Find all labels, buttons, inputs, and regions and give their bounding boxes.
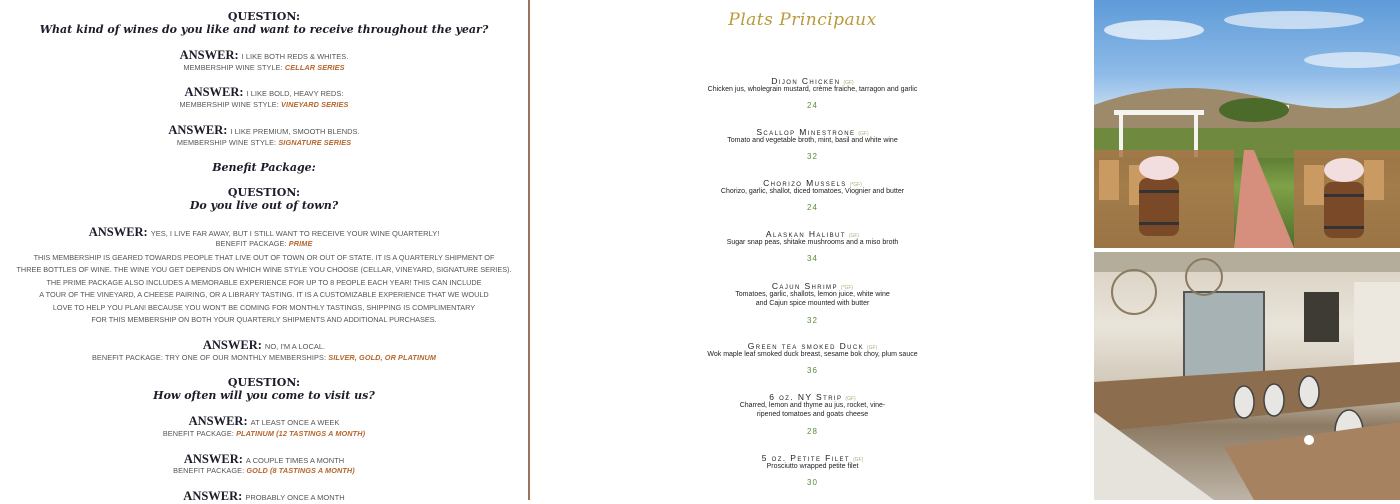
question-label: QUESTION:: [227, 376, 301, 389]
dish-name-text: 5 oz. Petite Filet: [761, 453, 850, 463]
paragraph-line: THIS MEMBERSHIP IS GEARED TOWARDS PEOPLE THAT LIVE OUT OF TOWN OR OUT OF STATE. IT IS A QUARTERLY SHIPMENT OF: [33, 253, 495, 262]
restaurant-interior-photo: [1094, 252, 1400, 500]
benefit-heading: Benefit Package:: [212, 161, 316, 174]
dietary-tag: (*GF): [849, 182, 862, 188]
detail-value: PLATINUM (12 TASTINGS A MONTH): [236, 429, 366, 438]
answer: [0, 225, 528, 240]
detail-value: SILVER, GOLD, OR PLATINUM: [328, 353, 437, 362]
dish-description: ripened tomatoes and goats cheese: [756, 411, 869, 418]
dish-price: 32: [807, 152, 818, 161]
question-label: QUESTION:: [227, 186, 301, 199]
dish-description: Sugar snap peas, shitake mushrooms and a miso broth: [726, 239, 899, 246]
dish-description: Tomato and vegetable broth, mint, basil and white wine: [727, 137, 898, 144]
menu-title: Plats Principaux: [728, 10, 877, 30]
dish-price: 34: [807, 254, 818, 263]
dish-price: 36: [807, 366, 818, 375]
dish-name: [531, 453, 1094, 463]
dietary-tag: (GF): [848, 233, 860, 239]
paragraph-line: THE PRIME PACKAGE ALSO INCLUDES A MEMORABLE EXPERIENCE FOR UP TO 8 PEOPLE EACH YEAR! THIS CAN INCLUDE: [46, 277, 482, 287]
detail-label: BENEFIT PACKAGE:: [173, 466, 245, 475]
page-divider: [528, 0, 530, 500]
dietary-tag: (GF): [866, 345, 878, 351]
dish-name-text: Green tea smoked Duck: [747, 341, 864, 351]
answer-label: ANSWER:: [168, 123, 228, 137]
answer-detail: [0, 353, 528, 362]
answer: [0, 489, 528, 504]
answer: [0, 85, 528, 100]
answer-detail: [0, 239, 528, 248]
answer: [0, 123, 528, 138]
dish-price: 24: [807, 203, 818, 212]
dish-price: 28: [807, 427, 818, 436]
dish-price: 32: [807, 316, 818, 325]
detail-value: VINEYARD SERIES: [281, 100, 349, 109]
answer: [0, 452, 528, 467]
answer-detail: [0, 429, 528, 438]
wine-club-faq-panel: [0, 0, 528, 503]
answer-text: PROBABLY ONCE A MONTH: [245, 493, 345, 502]
dish-price: 24: [807, 101, 818, 110]
dish-name-text: 6 oz. NY Strip: [769, 392, 843, 402]
answer-detail: [0, 100, 528, 109]
dietary-tag: (*GF): [840, 285, 854, 291]
dish-price: 30: [807, 478, 818, 487]
detail-value: PRIME: [288, 239, 313, 248]
answer-text: I LIKE BOLD, HEAVY REDS:: [246, 89, 344, 98]
detail-label: BENEFIT PACKAGE:: [162, 429, 234, 438]
dish-name: [531, 392, 1094, 402]
menu-panel: [531, 0, 1094, 500]
dietary-tag: (GF): [845, 396, 856, 402]
answer-label: ANSWER:: [179, 48, 239, 62]
dish-description: and Cajun spice mounted with butter: [755, 300, 870, 307]
dish-description: Chorizo, garlic, shallot, diced tomatoes, Viognier and butter: [720, 188, 905, 195]
detail-value: CELLAR SERIES: [284, 63, 345, 72]
paragraph-line: THREE BOTTLES OF WINE. THE WINE YOU GET DEPENDS ON WHICH WINE STYLE YOU CHOOSE (CELLAR, VINEYARD, SIGNATURE SERIES).: [16, 265, 512, 275]
dish-description: Charred, lemon and thyme au jus, rocket, vine-: [739, 402, 886, 409]
answer-detail: [0, 138, 528, 147]
question-text: What kind of wines do you like and want to receive throughout the year?: [39, 23, 489, 36]
answer-text: A COUPLE TIMES A MONTH: [245, 456, 345, 465]
vineyard-ceremony-photo: [1094, 0, 1400, 248]
detail-value: SIGNATURE SERIES: [278, 138, 352, 147]
question-text: Do you live out of town?: [189, 199, 339, 212]
dish-name: [531, 341, 1094, 351]
detail-value: GOLD (8 TASTINGS A MONTH): [246, 466, 355, 475]
dietary-tag: (GF): [858, 131, 869, 137]
answer-detail: [0, 466, 528, 475]
dish-name-text: Cajun Shrimp: [771, 281, 838, 291]
detail-label: BENEFIT PACKAGE:: [215, 239, 287, 248]
dish-name: [531, 76, 1094, 86]
answer-text: AT LEAST ONCE A WEEK: [250, 418, 340, 427]
dish-name: [531, 281, 1094, 291]
answer: [0, 48, 528, 63]
dish-name: [531, 178, 1094, 188]
dish-name-text: Alaskan Halibut: [765, 229, 846, 239]
answer-detail: [0, 63, 528, 72]
question-label: QUESTION:: [227, 10, 301, 23]
answer-label: ANSWER:: [183, 452, 243, 466]
dish-description: Chicken jus, wholegrain mustard, crème fraiche, tarragon and garlic: [707, 86, 918, 93]
answer-text: NO, I'M A LOCAL.: [264, 342, 326, 351]
paragraph-line: FOR THIS MEMBERSHIP ON BOTH YOUR QUARTERLY SHIPMENTS AND ADDITIONAL PURCHASES.: [91, 315, 437, 325]
detail-label: MEMBERSHIP WINE STYLE:: [176, 138, 277, 147]
paragraph-line: A TOUR OF THE VINEYARD, A CHEESE PAIRING, OR A LIBRARY TASTING. IT IS A CUSTOMIZABLE EXPERIENCE THAT WE WOULD: [39, 290, 489, 300]
detail-label: MEMBERSHIP WINE STYLE:: [183, 63, 283, 72]
question-text: How often will you come to visit us?: [153, 389, 375, 402]
dietary-tag: (GF): [852, 457, 864, 463]
answer-text: YES, I LIVE FAR AWAY, BUT I STILL WANT TO RECEIVE YOUR WINE QUARTERLY!: [150, 229, 440, 238]
dish-name-text: Scallop Minestrone: [756, 127, 856, 137]
answer-text: I LIKE PREMIUM, SMOOTH BLENDS.: [230, 127, 360, 136]
answer-label: ANSWER:: [184, 85, 244, 99]
detail-label: MEMBERSHIP WINE STYLE:: [179, 100, 279, 109]
dish-name: [531, 229, 1094, 239]
answer-text: I LIKE BOTH REDS & WHITES.: [241, 52, 349, 61]
detail-label: BENEFIT PACKAGE: TRY ONE OF OUR MONTHLY MEMBERSHIPS:: [91, 353, 327, 362]
answer: [0, 414, 528, 429]
dish-name-text: Dijon Chicken: [771, 76, 841, 86]
dish-description: Tomatoes, garlic, shallots, lemon juice, white wine: [735, 291, 890, 298]
dietary-tag: (GF): [843, 80, 854, 86]
answer-label: ANSWER:: [202, 338, 262, 352]
answer-label: ANSWER:: [188, 414, 248, 428]
dish-description: Prosciutto wrapped petite filet: [766, 463, 859, 470]
answer-label: ANSWER:: [88, 225, 148, 239]
paragraph-line: LOVE TO HELP YOU PLAN! BECAUSE YOU WON'T BE COMING FOR MONTHLY TASTINGS, SHIPPING IS COMPLIMENTARY: [52, 302, 476, 312]
dish-name: [531, 127, 1094, 137]
answer-label: ANSWER:: [183, 489, 243, 503]
prime-description: [0, 252, 528, 326]
dish-description: Wok maple leaf smoked duck breast, sesame bok choy, plum sauce: [707, 351, 918, 358]
dish-name-text: Chorizo Mussels: [763, 178, 847, 188]
answer: [0, 338, 528, 353]
